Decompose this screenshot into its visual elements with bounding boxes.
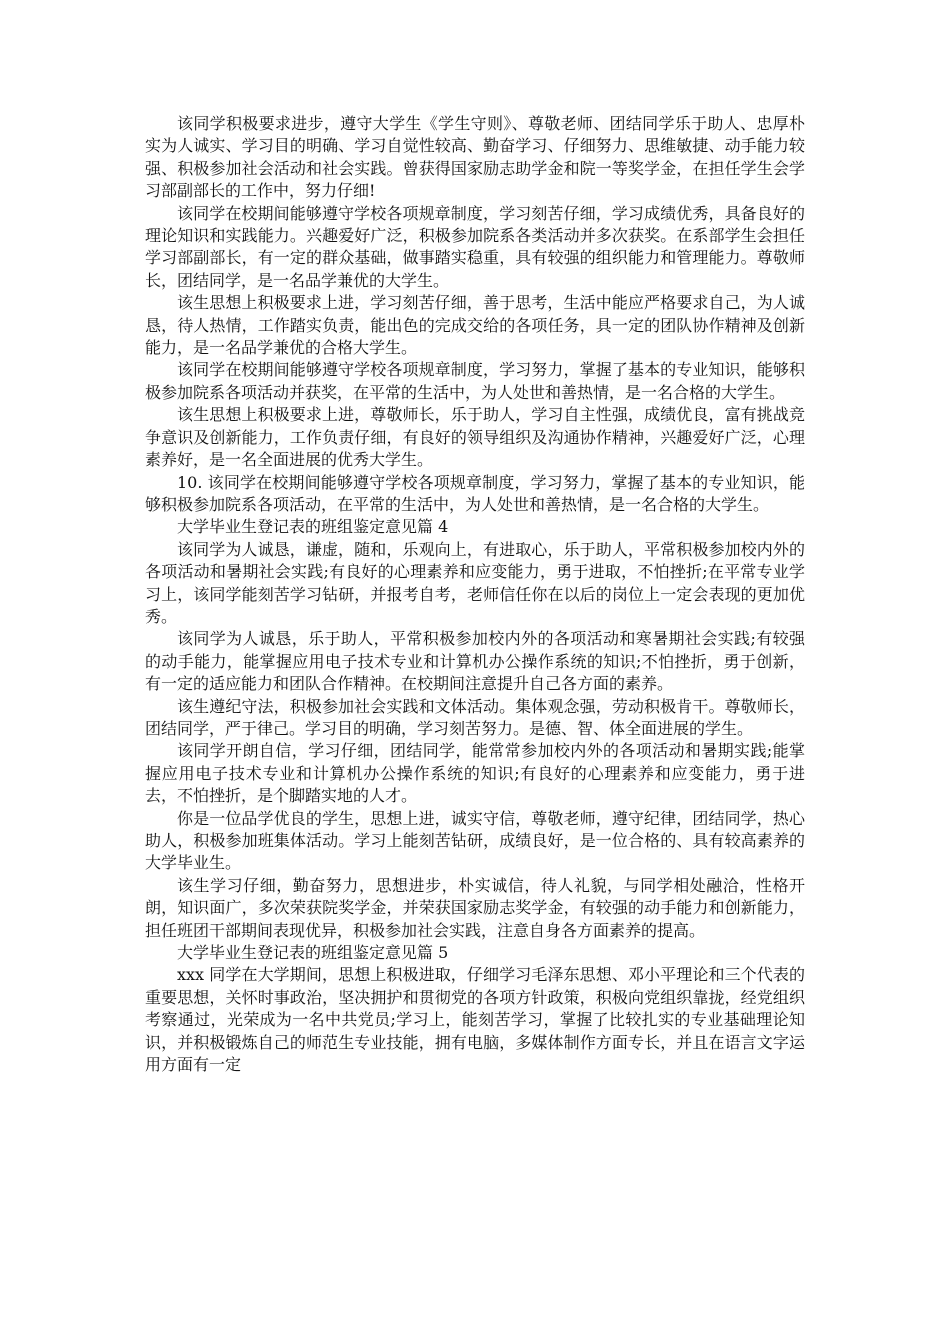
- paragraph: 该同学开朗自信，学习仔细，团结同学，能常常参加校内外的各项活动和暑期实践;能掌握应用电子技术专业和计算机办公操作系统的知识;有良好的心理素养和应变能力，勇于进去，不怕挫折，是个脚踏实地的人才。: [145, 741, 805, 806]
- paragraph: 该同学在校期间能够遵守学校各项规章制度，学习刻苦仔细，学习成绩优秀，具备良好的理论知识和实践能力。兴趣爱好广泛，积极参加院系各类活动并多次获奖。在系部学生会担任学习部副部长，有一定的群众基础，做事踏实稳重，具有较强的组织能力和管理能力。尊敬师长，团结同学，是一名品学兼优的大学生。: [145, 203, 805, 290]
- paragraph: 该同学在校期间能够遵守学校各项规章制度，学习努力，掌握了基本的专业知识，能够积极参加院系各项活动并获奖，在平常的生活中，为人处世和善热情，是一名合格的大学生。: [145, 360, 805, 402]
- paragraph: 该同学积极要求进步，遵守大学生《学生守则》、尊敬老师、团结同学乐于助人、忠厚朴实为人诚实、学习目的明确、学习自觉性较高、勤奋学习、仔细努力、思维敏捷、动手能力较强、积极参加社会活动和社会实践。曾获得国家励志助学金和院一等奖学金，在担任学生会学习部副部长的工作中，努力仔细!: [145, 114, 805, 201]
- paragraph: 10. 该同学在校期间能够遵守学校各项规章制度，学习努力，掌握了基本的专业知识，能够积极参加院系各项活动，在平常的生活中，为人处世和善热情，是一名合格的大学生。: [145, 472, 805, 514]
- section-heading: 大学毕业生登记表的班组鉴定意见篇 4: [177, 517, 449, 537]
- paragraph: 该生遵纪守法，积极参加社会实践和文体活动。集体观念强，劳动积极肯干。尊敬师长，团结同学，严于律己。学习目的明确，学习刻苦努力。是德、智、体全面进展的学生。: [145, 696, 805, 738]
- paragraph: 该同学为人诚恳，乐于助人，平常积极参加校内外的各项活动和寒暑期社会实践;有较强的动手能力，能掌握应用电子技术专业和计算机办公操作系统的知识;不怕挫折，勇于创新，有一定的适应能力和团队合作精神。在校期间注意提升自己各方面的素养。: [145, 629, 805, 694]
- paragraph: 该生思想上积极要求上进，尊敬师长，乐于助人，学习自主性强，成绩优良，富有挑战竞争意识及创新能力，工作负责仔细，有良好的领导组织及沟通协作精神，兴趣爱好广泛，心理素养好，是一名全面进展的优秀大学生。: [145, 405, 805, 470]
- paragraph: 该同学为人诚恳，谦虚，随和，乐观向上，有进取心，乐于助人，平常积极参加校内外的各项活动和暑期社会实践;有良好的心理素养和应变能力，勇于进取，不怕挫折;在平常专业学习上，该同学能刻苦学习钻研，并报考自考，老师信任你在以后的岗位上一定会表现的更加优秀。: [145, 539, 805, 626]
- paragraph: 该生思想上积极要求上进，学习刻苦仔细，善于思考，生活中能应严格要求自己，为人诚恳，待人热情，工作踏实负责，能出色的完成交给的各项任务，具一定的团队协作精神及创新能力，是一名品学兼优的合格大学生。: [145, 293, 805, 358]
- paragraph: 该生学习仔细，勤奋努力，思想进步，朴实诚信，待人礼貌，与同学相处融洽，性格开朗，知识面广，多次荣获院奖学金，并荣获国家励志奖学金，有较强的动手能力和创新能力，担任班团干部期间表现优异，积极参加社会实践，注意自身各方面素养的提高。: [145, 875, 805, 940]
- section-heading: 大学毕业生登记表的班组鉴定意见篇 5: [177, 943, 449, 963]
- paragraph: 你是一位品学优良的学生，思想上进，诚实守信，尊敬老师，遵守纪律，团结同学，热心助人，积极参加班集体活动。学习上能刻苦钻研，成绩良好，是一位合格的、具有较高素养的大学毕业生。: [145, 808, 805, 873]
- document-page: [145, 113, 805, 1076]
- paragraph: xxx 同学在大学期间，思想上积极进取，仔细学习毛泽东思想、邓小平理论和三个代表的重要思想，关怀时事政治，坚决拥护和贯彻党的各项方针政策，积极向党组织靠拢，经党组织考察通过，光荣成为一名中共党员;学习上，能刻苦学习，掌握了比较扎实的专业基础理论知识，并积极锻炼自己的师范生专业技能，拥有电脑，多媒体制作方面专长，并且在语言文字运用方面有一定: [145, 965, 805, 1075]
